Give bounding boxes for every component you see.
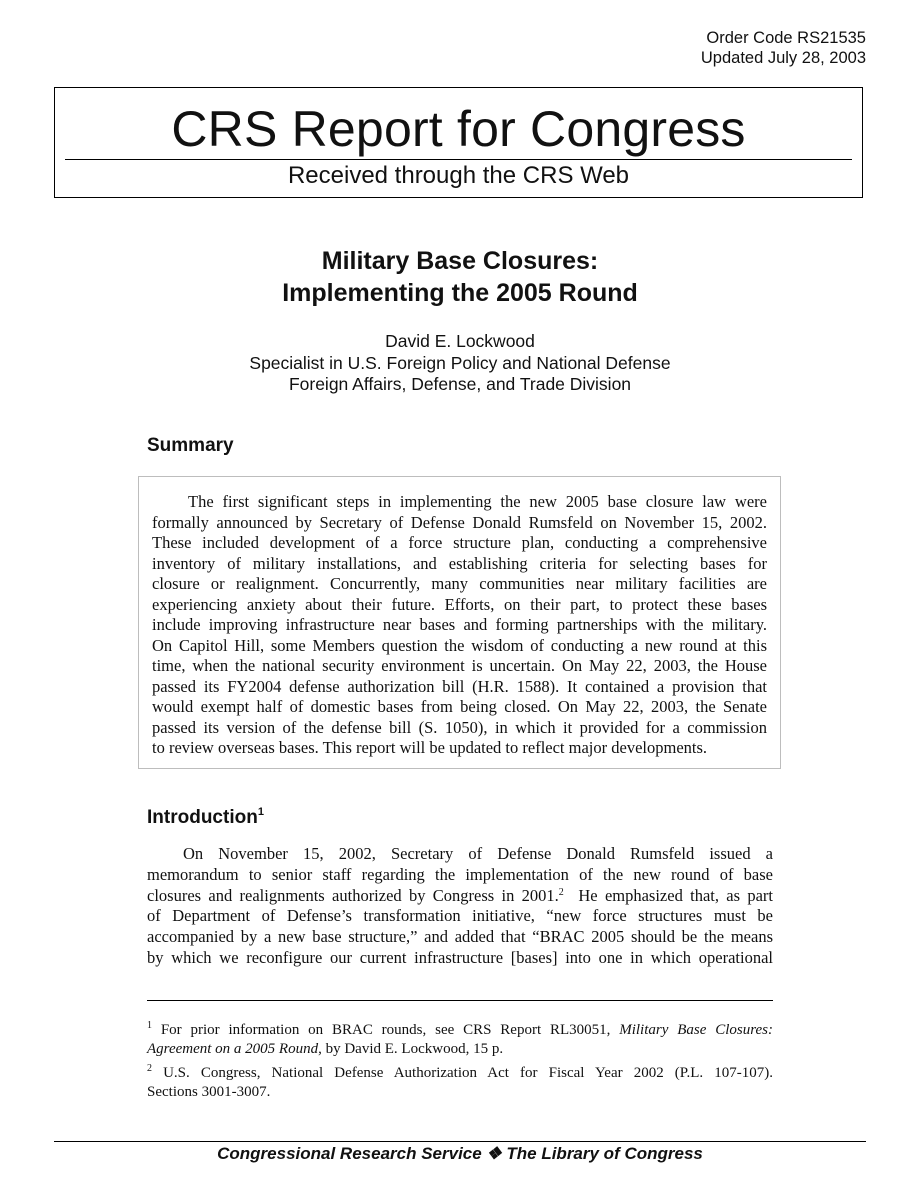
footer-rule [54,1141,866,1142]
summary-line: closure or realignment. Concurrently, many communities near military facilities are [152,574,767,593]
footnotes [147,1021,773,1107]
report-title-line-2: Implementing the 2005 Round [282,279,638,307]
summary-line: include improving infrastructure near bases and forming partnerships with the military. [152,615,767,634]
footnote-1-mark: 1 [147,1020,152,1031]
summary-line: passed its version of the defense bill (S. 1050), in which it provided for a commission [152,717,767,737]
footnote-1-rest: , by David E. Lockwood, 15 p. [318,1040,504,1057]
report-title [0,245,920,309]
order-code: Order Code RS21535 [706,29,866,47]
intro-line: accompanied by a new base structure,” and added that “BRAC 2005 should be the means [147,927,773,947]
masthead-title: CRS Report for Congress [171,101,746,157]
masthead-subtitle: Received through the CRS Web [287,162,630,189]
intro-line: memorandum to senior staff regarding the implementation of the new round of base [147,864,773,884]
intro-line: by which we reconfigure our current infrastructure [bases] into one in which operational [147,947,773,967]
updated-date: Updated July 28, 2003 [700,49,866,67]
summary-line: The first significant steps in implementing the new 2005 base closure law were [188,492,767,511]
footnote-ref-1[interactable]: 1 [257,806,264,818]
introduction-text [147,844,773,969]
intro-line: On November 15, 2002, Secretary of Defense Donald Rumsfeld issued a [183,844,773,863]
summary-line: time, when the national security environment is uncertain. On May 22, 2003, the House [152,656,767,675]
summary-line: formally announced by Secretary of Defense Donald Rumsfeld on November 15, 2002. [152,512,767,532]
author-division: Foreign Affairs, Defense, and Trade Division [288,374,632,394]
summary-box [138,476,781,769]
introduction-heading-text: Introduction [147,807,258,828]
summary-line: These included development of a force structure plan, conducting a comprehensive [152,533,767,552]
report-title-line-1: Military Base Closures: [321,247,599,275]
intro-line-3a: closures and realignments authorized by Congress in 2001. [147,885,559,905]
footnote-1-line-1 [147,1021,773,1040]
author-name: David E. Lockwood [385,331,535,351]
summary-text [152,492,767,759]
footer-text: Congressional Research Service ❖ The Library of Congress [217,1144,703,1163]
footnote-ref-2[interactable]: 2 [558,886,564,898]
order-code-block [701,28,866,68]
footnote-2-line-2: Sections 3001-3007. [147,1083,271,1100]
masthead-rule [65,159,852,160]
footnote-2-text: U.S. Congress, National Defense Authorization Act for Fiscal Year 2002 (P.L. 107-107). [152,1065,773,1081]
summary-heading: Summary [147,435,234,456]
author-block [0,331,920,396]
footnote-2 [147,1064,773,1101]
intro-line: of Department of Defense’s transformation initiative, “new force structures must be [147,906,773,926]
footnote-rule [147,1000,773,1001]
summary-line: would exempt half of domestic bases from being closed. On May 22, 2003, the Senate [152,697,767,716]
footnote-1 [147,1021,773,1058]
intro-line [147,886,773,907]
summary-line: On Capitol Hill, some Members question the wisdom of conducting a new round at this [152,635,767,655]
masthead [54,87,863,198]
author-title: Specialist in U.S. Foreign Policy and National Defense [249,352,671,373]
summary-line: passed its FY2004 defense authorization bill (H.R. 1588). It contained a provision that [152,676,767,696]
footnote-1-line-2 [147,1040,773,1059]
footnote-1-cited-title: Military Base Closures: [619,1022,773,1038]
footnote-2-mark: 2 [147,1063,152,1074]
introduction-heading [147,800,264,830]
footnote-1-text: For prior information on BRAC rounds, see CRS Report RL30051, [152,1022,620,1038]
summary-line: inventory of military installations, and establishing criteria for selecting bases for [152,553,767,573]
summary-line: experiencing anxiety about their future. Efforts, on their part, to protect these bases [152,594,767,614]
intro-line-3b: He emphasized that, as part [563,885,774,905]
summary-line: to review overseas bases. This report will be updated to reflect major developments. [152,738,708,757]
footnote-2-line-1 [147,1064,773,1083]
footnote-1-cited-subtitle: Agreement on a 2005 Round [147,1040,319,1057]
